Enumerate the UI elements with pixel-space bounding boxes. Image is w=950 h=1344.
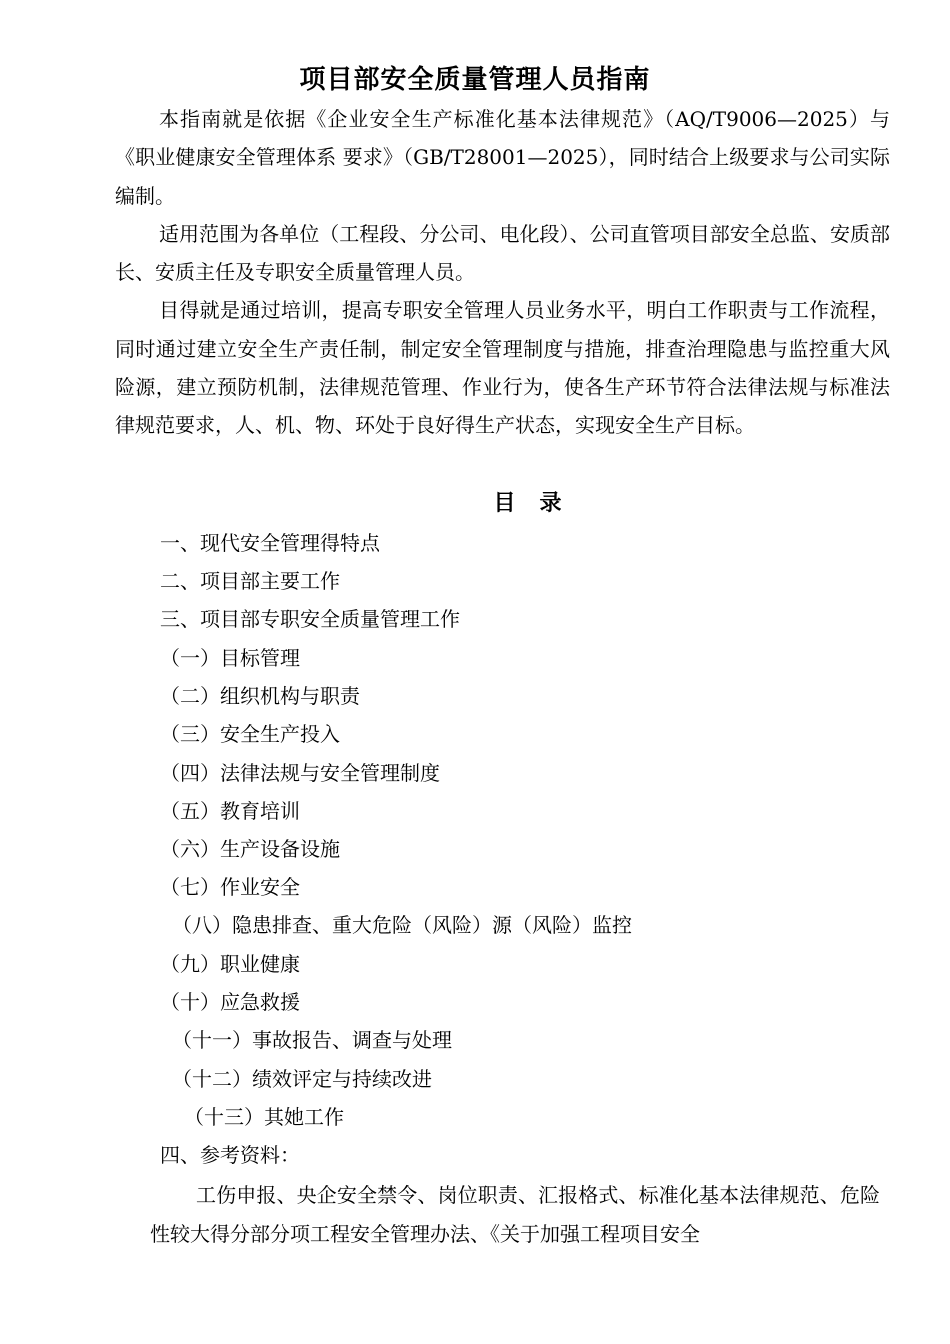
- toc-item: （七）作业安全: [160, 875, 300, 899]
- toc-item: （八）隐患排查、重大危险（风险）源（风险）监控: [172, 913, 632, 937]
- reference-section: [150, 1176, 880, 1253]
- toc-item: （三）安全生产投入: [160, 722, 340, 746]
- toc-item: （十二）绩效评定与持续改进: [172, 1067, 432, 1091]
- toc-item: 一、现代安全管理得特点: [160, 531, 380, 555]
- toc-item: （四）法律法规与安全管理制度: [160, 761, 440, 785]
- toc-item: 三、项目部专职安全质量管理工作: [160, 607, 460, 631]
- toc-item: 二、项目部主要工作: [160, 569, 340, 593]
- document-title: 项目部安全质量管理人员指南: [299, 65, 651, 95]
- toc-heading: 目 录: [493, 490, 563, 516]
- intro-paragraph: 本指南就是依据《企业安全生产标准化基本法律规范》（AQ/T9006—2025）与《职业健康安全管理体系 要求》（GB/T28001—2025），同时结合上级要求与公司实际编制。: [115, 107, 890, 208]
- intro-section: [115, 100, 890, 445]
- toc-item: （十三）其她工作: [184, 1105, 344, 1129]
- toc-item: （二）组织机构与职责: [160, 684, 360, 708]
- toc-item: （十）应急救援: [160, 990, 300, 1014]
- toc-item: （九）职业健康: [160, 952, 300, 976]
- intro-paragraph: 目得就是通过培训，提高专职安全管理人员业务水平，明白工作职责与工作流程，同时通过建立安全生产责任制，制定安全管理制度与措施，排查治理隐患与监控重大风险源，建立预防机制，法律规范管理、作业行为，使各生产环节符合法律法规与标准法律规范要求，人、机、物、环处于良好得生产状态，实现安全生产目标。: [115, 298, 890, 438]
- reference-paragraph: 工伤申报、央企安全禁令、岗位职责、汇报格式、标准化基本法律规范、危险性较大得分部分项工程安全管理办法、《关于加强工程项目安全: [150, 1183, 880, 1246]
- toc-item: （十一）事故报告、调查与处理: [172, 1028, 452, 1052]
- toc-item: （六）生产设备设施: [160, 837, 340, 861]
- toc-item: （一）目标管理: [160, 646, 300, 670]
- toc-item: （五）教育培训: [160, 799, 300, 823]
- toc-item: 四、参考资料：: [160, 1143, 300, 1167]
- intro-paragraph: 适用范围为各单位（工程段、分公司、电化段）、公司直管项目部安全总监、安质部长、安质主任及专职安全质量管理人员。: [115, 221, 890, 285]
